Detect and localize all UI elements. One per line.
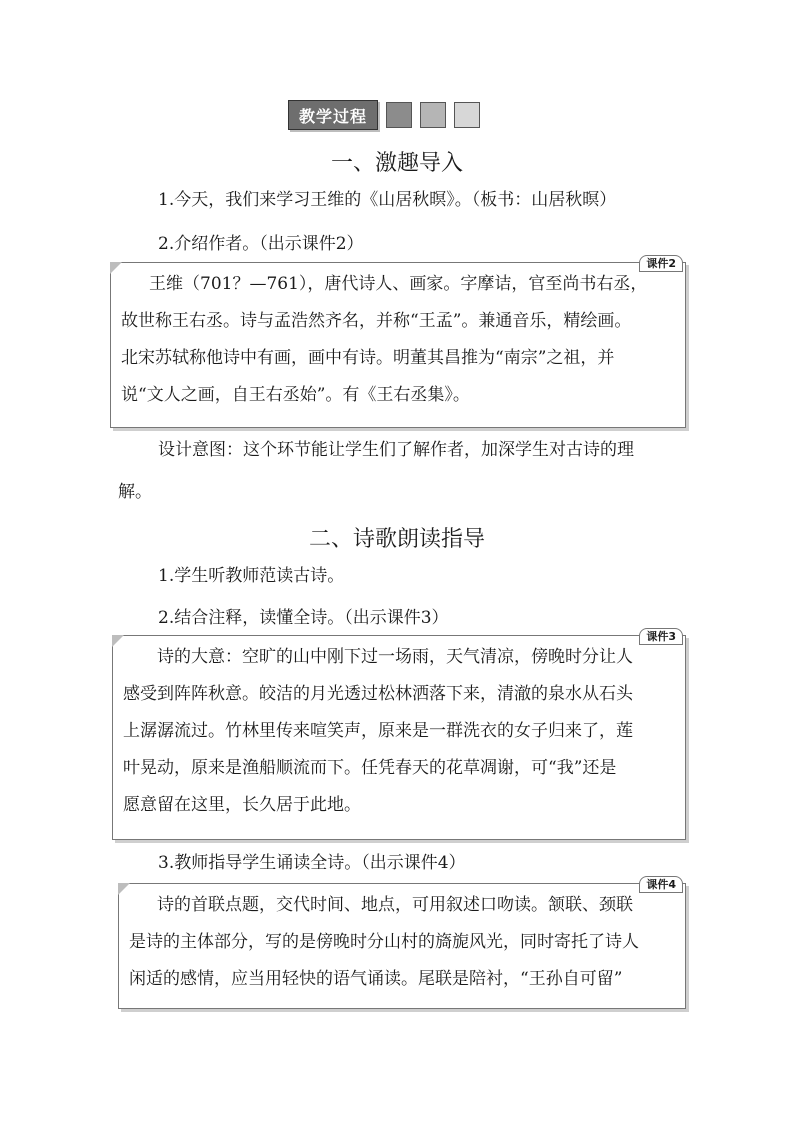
box-line: 北宋苏轼称他诗中有画，画中有诗。明董其昌推为“南宗”之祖，并 (121, 348, 615, 368)
step-text: 2.介绍作者。（出示课件2） (158, 234, 364, 254)
step-text: 2.结合注释，读懂全诗。（出示课件3） (158, 608, 449, 628)
box-line: 闲适的感情，应当用轻快的语气诵读。尾联是陪衬，“王孙自可留” (129, 969, 623, 989)
design-intent: 解。 (118, 482, 152, 502)
section-title: 二、诗歌朗读指导 (308, 527, 485, 552)
courseware-box (110, 257, 686, 428)
section-title: 一、激趣导入 (330, 151, 463, 176)
corner-decoration (112, 635, 124, 647)
step-text: 1.今天，我们来学习王维的《山居秋暝》。（板书：山居秋暝） (158, 190, 617, 210)
badge-square-icon (386, 102, 412, 128)
box-line: 是诗的主体部分，写的是傍晚时分山村的旖旎风光，同时寄托了诗人 (129, 932, 639, 952)
box-line: 故世称王右丞。诗与孟浩然齐名，并称“王孟”。兼通音乐，精绘画。 (121, 311, 632, 331)
section-badge (288, 101, 480, 129)
courseware-tag: 课件3 (639, 628, 683, 645)
design-intent: 设计意图：这个环节能让学生们了解作者，加深学生对古诗的理 (158, 440, 634, 460)
courseware-box (112, 630, 686, 840)
courseware-box (118, 878, 686, 1009)
courseware-tag: 课件4 (639, 876, 683, 893)
box-line: 王维（701？—761），唐代诗人、画家。字摩诘，官至尚书右丞， (149, 274, 648, 294)
step-text: 3.教师指导学生诵读全诗。（出示课件4） (158, 853, 466, 873)
box-line: 愿意留在这里，长久居于此地。 (123, 795, 361, 815)
box-line: 感受到阵阵秋意。皎洁的月光透过松林洒落下来，清澈的泉水从石头 (123, 684, 633, 704)
box-line: 诗的大意：空旷的山中刚下过一场雨，天气清凉，傍晚时分让人 (157, 647, 633, 667)
corner-decoration (110, 262, 122, 274)
courseware-tag: 课件2 (639, 255, 683, 272)
badge-square-icon (420, 102, 446, 128)
box-line: 诗的首联点题，交代时间、地点，可用叙述口吻读。颔联、颈联 (157, 895, 633, 915)
box-line: 上潺潺流过。竹林里传来喧笑声，原来是一群洗衣的女子归来了，莲 (123, 721, 633, 741)
badge-square-icon (454, 102, 480, 128)
step-text: 1.学生听教师范读古诗。 (158, 566, 345, 586)
badge-label: 教学过程 (288, 100, 378, 130)
box-line: 说“文人之画，自王右丞始”。有《王右丞集》。 (121, 385, 470, 405)
corner-decoration (118, 883, 130, 895)
box-line: 叶晃动，原来是渔船顺流而下。任凭春天的花草凋谢，可“我”还是 (123, 758, 617, 778)
